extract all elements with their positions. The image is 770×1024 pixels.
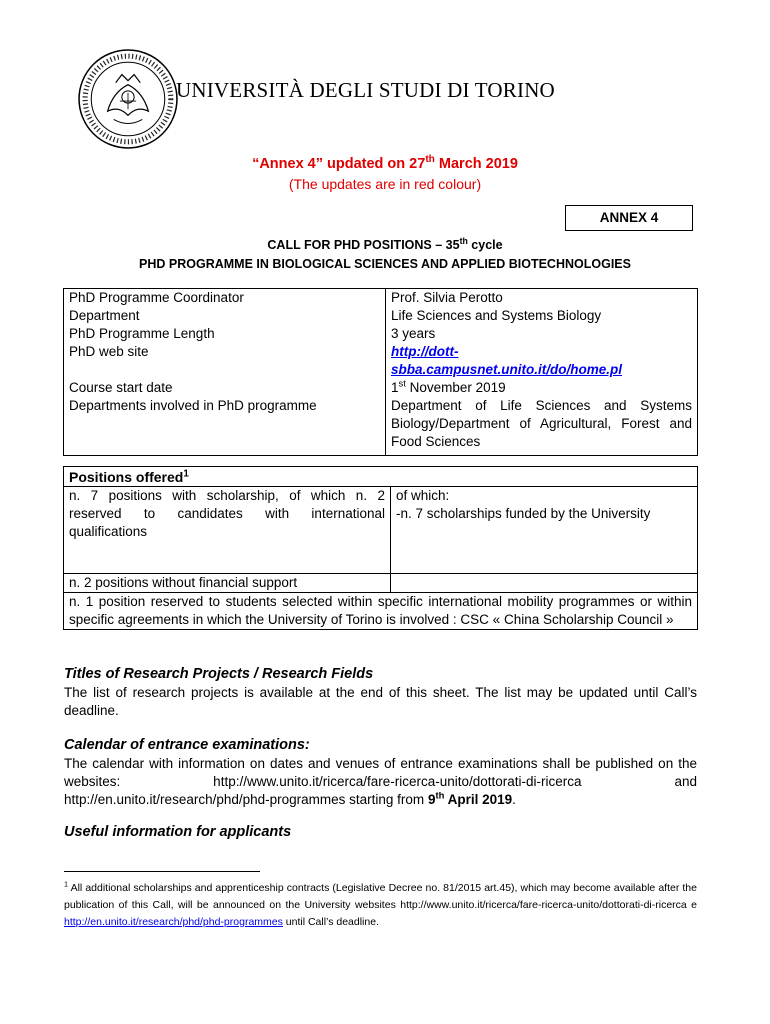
start-date-label: Course start date: [64, 379, 386, 397]
programme-title: PHD PROGRAMME IN BIOLOGICAL SCIENCES AND APPLIED BIOTECHNOLOGIES: [139, 257, 631, 271]
university-seal-logo: [77, 48, 179, 150]
call-title: CALL FOR PHD POSITIONS – 35th cycle: [267, 235, 503, 252]
length-value: 3 years: [391, 326, 436, 341]
footnote: $^1$ All additional scholarships and apprenticeship contracts (Legislative Decree no. 81/2015 art.45), which may become available after the publication of this Call, will be announced on the University websites http://www.unito.it/ricerca/fare-ricerca-unito/dottorati-di-ricerca e http://en.unito.it/research/phd/phd-programmes until Call’s deadline.: [64, 879, 697, 928]
funding-details: of which: -n. 7 scholarships funded by the University: [391, 487, 698, 574]
department-value: Life Sciences and Systems Biology: [391, 308, 602, 323]
table-row: [64, 574, 698, 593]
research-heading: Titles of Research Projects / Research Fields: [64, 666, 374, 682]
table-row: [64, 379, 698, 397]
csc-positions: n. 1 position reserved to students selected within specific international mobility programmes or within specific agreements in which the University of Torino is involved : CSC « China Scholarship Council »: [64, 593, 698, 630]
calendar-text: The calendar with information on dates and venues of entrance examinations shall be published on the websites: http://www.unito.it/ricerca/fare-ricerca-unito/dottorati-di-ricerca and http://en.unito.it/research/phd/phd-programmes starting from 9th April 2019.: [64, 756, 697, 807]
useful-info-heading: Useful information for applicants: [64, 824, 292, 840]
empty-cell: [391, 574, 698, 593]
coordinator-value: Prof. Silvia Perotto: [391, 290, 503, 305]
research-text: The list of research projects is available at the end of this sheet. The list may be updated until Call’s deadline.: [64, 685, 697, 718]
table-row: [64, 289, 698, 308]
footnote-link[interactable]: http://en.unito.it/research/phd/phd-programmes: [64, 916, 283, 928]
length-label: PhD Programme Length: [64, 325, 386, 343]
unfunded-positions: n. 2 positions without financial support: [64, 574, 391, 593]
departments-involved-label: Departments involved in PhD programme: [64, 397, 386, 456]
university-name: UNIVERSITÀ DEGLI STUDI DI TORINO: [176, 78, 555, 102]
website-link[interactable]: http://dott- sbba.campusnet.unito.it/do/home.pl: [391, 344, 623, 377]
programme-info-table: [63, 288, 698, 456]
table-row: [64, 593, 698, 630]
table-row: [64, 467, 698, 487]
table-row: [64, 307, 698, 325]
annex-update-note: “Annex 4” updated on 27th March 2019: [252, 154, 518, 172]
coordinator-label: PhD Programme Coordinator: [64, 289, 386, 308]
calendar-heading: Calendar of entrance examinations:: [64, 737, 310, 753]
table-row: [64, 397, 698, 456]
table-row: [64, 325, 698, 343]
website-label: PhD web site: [64, 343, 386, 379]
table-row: [64, 487, 698, 574]
departments-involved-value: Department of Life Sciences and Systems Biology/Department of Agricultural, Forest and Food Sciences: [391, 398, 692, 449]
positions-heading: Positions offered$^1$: [64, 467, 698, 487]
annex-update-subtitle: (The updates are in red colour): [288, 176, 482, 192]
table-row: [64, 343, 698, 379]
scholarship-positions: n. 7 positions with scholarship, of which n. 2 reserved to candidates with international qualifications: [64, 487, 391, 574]
department-label: Department: [64, 307, 386, 325]
footnote-divider: [64, 871, 260, 872]
website-value: [386, 343, 698, 379]
start-date-value: 1st November 2019: [391, 378, 506, 395]
annex-label-box: ANNEX 4: [565, 205, 693, 231]
positions-table: [63, 466, 698, 630]
